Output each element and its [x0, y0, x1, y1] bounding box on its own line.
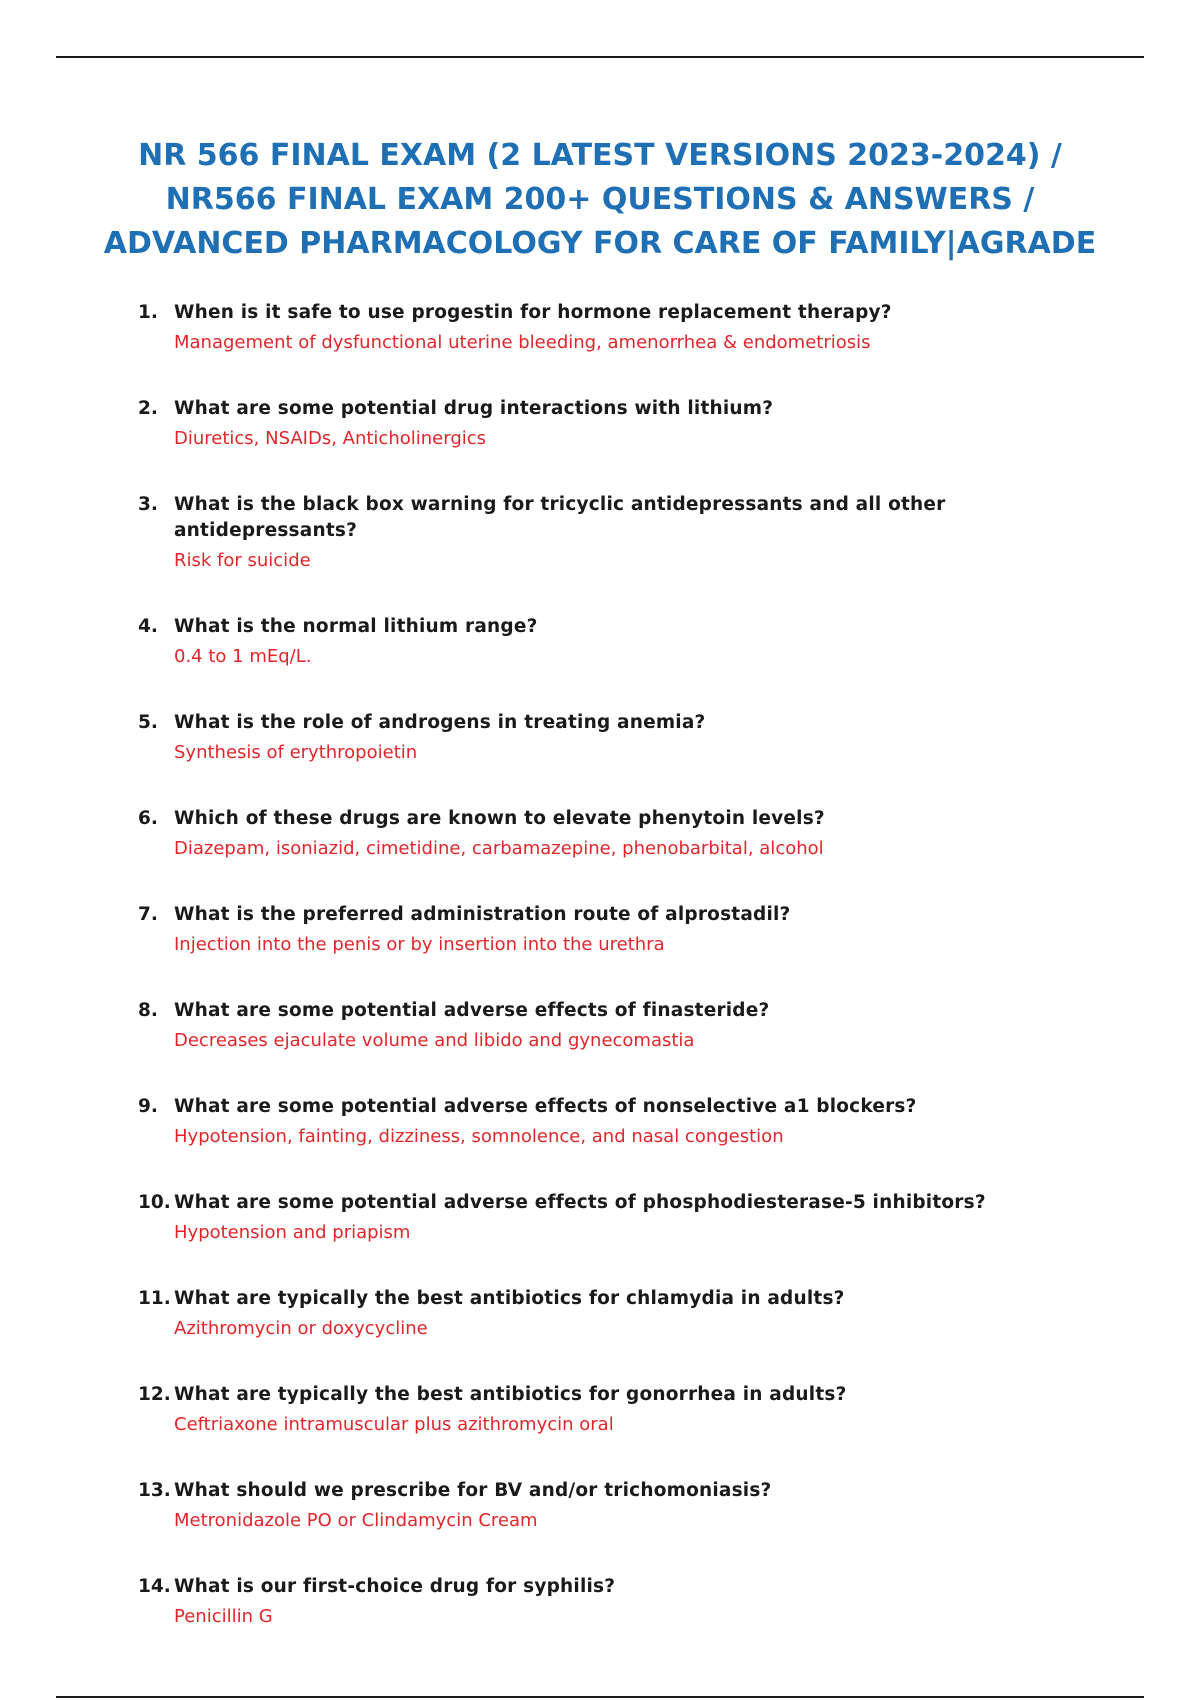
question-text: What are some potential adverse effects of nonselective a1 blockers? [174, 1096, 917, 1117]
question-number: 10. [138, 1192, 171, 1213]
answer-text: Management of dysfunctional uterine bleeding, amenorrhea & endometriosis [174, 332, 871, 353]
question-number: 13. [138, 1480, 171, 1501]
question-text: What are typically the best antibiotics for gonorrhea in adults? [174, 1384, 847, 1405]
answer-text: Metronidazole PO or Clindamycin Cream [174, 1510, 538, 1531]
question-text: What is the black box warning for tricyclic antidepressants and all other antidepressants? [174, 494, 946, 541]
question-text: What is the preferred administration route of alprostadil? [174, 904, 791, 925]
qa-item-2 [138, 396, 1078, 451]
question-text: What should we prescribe for BV and/or trichomoniasis? [174, 1480, 772, 1501]
bottom-rule [56, 1696, 1144, 1698]
qa-item-7 [138, 902, 1078, 957]
question-number: 6. [138, 808, 158, 829]
qa-item-13 [138, 1478, 1078, 1533]
question-number: 1. [138, 302, 158, 323]
qa-item-14 [138, 1574, 1078, 1629]
answer-text: Risk for suicide [174, 550, 311, 571]
qa-item-6 [138, 806, 1078, 861]
question-number: 4. [138, 616, 158, 637]
qa-item-5 [138, 710, 1078, 765]
qa-item-4 [138, 614, 1078, 669]
qa-item-8 [138, 998, 1078, 1053]
question-number: 5. [138, 712, 158, 733]
question-text: What are some potential drug interactions with lithium? [174, 398, 774, 419]
question-text: What are typically the best antibiotics for chlamydia in adults? [174, 1288, 845, 1309]
qa-list [138, 300, 1078, 1670]
question-number: 14. [138, 1576, 171, 1597]
answer-text: Penicillin G [174, 1606, 273, 1627]
qa-item-12 [138, 1382, 1078, 1437]
answer-text: Hypotension, fainting, dizziness, somnolence, and nasal congestion [174, 1126, 784, 1147]
question-number: 11. [138, 1288, 171, 1309]
qa-item-3 [138, 492, 1078, 573]
answer-text: Decreases ejaculate volume and libido and gynecomastia [174, 1030, 695, 1051]
question-text: When is it safe to use progestin for hormone replacement therapy? [174, 302, 892, 323]
answer-text: Azithromycin or doxycycline [174, 1318, 428, 1339]
question-number: 3. [138, 494, 158, 515]
answer-text: Synthesis of erythropoietin [174, 742, 418, 763]
question-text: What is our first-choice drug for syphilis? [174, 1576, 616, 1597]
question-number: 9. [138, 1096, 158, 1117]
qa-item-11 [138, 1286, 1078, 1341]
qa-item-9 [138, 1094, 1078, 1149]
answer-text: 0.4 to 1 mEq/L. [174, 646, 312, 667]
question-text: What is the role of androgens in treating anemia? [174, 712, 706, 733]
question-text: Which of these drugs are known to elevate phenytoin levels? [174, 808, 825, 829]
question-text: What are some potential adverse effects of phosphodiesterase-5 inhibitors? [174, 1192, 986, 1213]
answer-text: Diuretics, NSAIDs, Anticholinergics [174, 428, 487, 449]
page-title: NR 566 FINAL EXAM (2 LATEST VERSIONS 2023-2024) / NR566 FINAL EXAM 200+ QUESTIONS & ANSWERS / ADVANCED PHARMACOLOGY FOR CARE OF FAMILY|AGRADE [103, 138, 1097, 261]
question-number: 2. [138, 398, 158, 419]
question-text: What is the normal lithium range? [174, 616, 538, 637]
qa-item-10 [138, 1190, 1078, 1245]
question-text: What are some potential adverse effects of finasteride? [174, 1000, 770, 1021]
top-rule [56, 56, 1144, 58]
question-number: 12. [138, 1384, 171, 1405]
answer-text: Hypotension and priapism [174, 1222, 411, 1243]
question-number: 8. [138, 1000, 158, 1021]
qa-item-1 [138, 300, 1078, 355]
answer-text: Ceftriaxone intramuscular plus azithromycin oral [174, 1414, 614, 1435]
question-number: 7. [138, 904, 158, 925]
answer-text: Diazepam, isoniazid, cimetidine, carbamazepine, phenobarbital, alcohol [174, 838, 824, 859]
answer-text: Injection into the penis or by insertion into the urethra [174, 934, 665, 955]
